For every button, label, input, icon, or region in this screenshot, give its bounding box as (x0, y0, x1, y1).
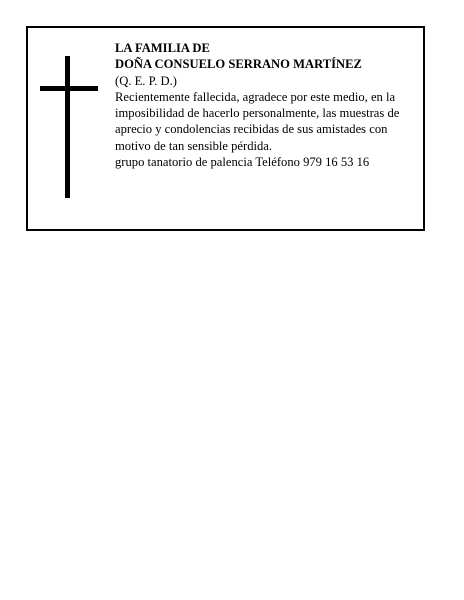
contact-line: grupo tanatorio de palencia Teléfono 979 16 53 16 (115, 155, 370, 170)
notice-body: Recientemente fallecida, agradece por este medio, en la imposibilidad de hacerlo personalmente, las muestras de aprecio y condolencias recibidas de sus amistades con motivo de tan sensible pérdida. (115, 89, 400, 153)
heading-family: LA FAMILIA DE (115, 41, 210, 55)
latin-cross-icon (40, 56, 98, 198)
obituary-notice (26, 26, 425, 231)
cross-horizontal-bar (40, 86, 98, 91)
cross-vertical-bar (65, 56, 70, 198)
heading-deceased-name: DOÑA CONSUELO SERRANO MARTÍNEZ (115, 57, 362, 72)
qepd-label: (Q. E. P. D.) (115, 73, 177, 88)
notice-text (115, 40, 421, 170)
